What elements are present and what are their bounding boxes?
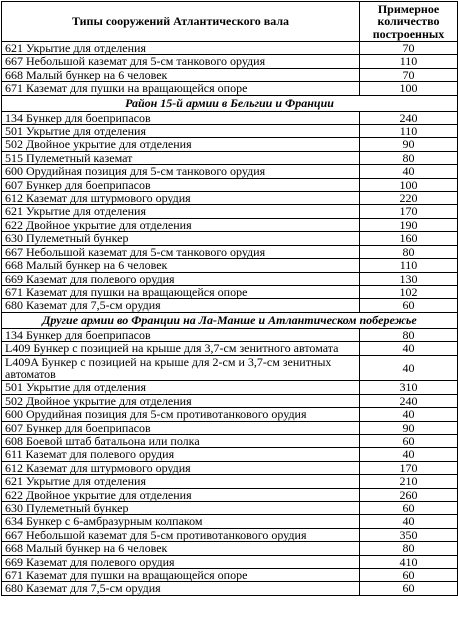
- structure-type-cell: 134 Бункер для боеприпасов: [2, 328, 360, 341]
- structure-type-cell: 621 Укрытие для отделения: [2, 42, 360, 55]
- table-row: [2, 232, 458, 245]
- type-column-header: Типы сооружений Атлантического вала: [2, 2, 360, 42]
- structure-type-cell: 680 Каземат для 7,5-см орудия: [2, 299, 360, 312]
- built-count-cell: 130: [360, 272, 458, 285]
- built-count-cell: 170: [360, 205, 458, 218]
- structure-type-cell: 668 Малый бункер на 6 человек: [2, 542, 360, 555]
- structure-type-cell: 680 Каземат для 7,5-см орудия: [2, 582, 360, 595]
- built-count-cell: 80: [360, 245, 458, 258]
- table-row: [2, 342, 458, 355]
- built-count-cell: 220: [360, 192, 458, 205]
- built-count-cell: 170: [360, 461, 458, 474]
- table-row: [2, 55, 458, 68]
- table-row: [2, 381, 458, 394]
- table-row: [2, 355, 458, 381]
- structure-type-cell: L409A Бункер с позицией на крыше для 2-см и 3,7-см зенитных автоматов: [2, 355, 360, 381]
- built-count-cell: 80: [360, 542, 458, 555]
- table-row: [2, 502, 458, 515]
- built-count-cell: 110: [360, 259, 458, 272]
- built-count-cell: 60: [360, 434, 458, 447]
- structure-type-cell: 501 Укрытие для отделения: [2, 381, 360, 394]
- table-row: [2, 259, 458, 272]
- table-header-row: [2, 2, 458, 42]
- built-count-cell: 80: [360, 328, 458, 341]
- structure-type-cell: 671 Каземат для пушки на вращающейся опоре: [2, 82, 360, 95]
- structure-type-cell: 502 Двойное укрытие для отделения: [2, 394, 360, 407]
- structure-type-cell: 669 Каземат для полевого орудия: [2, 555, 360, 568]
- built-count-cell: 110: [360, 55, 458, 68]
- count-column-header: Примерное количество построенных: [360, 2, 458, 42]
- section-row: [2, 312, 458, 328]
- built-count-cell: 40: [360, 448, 458, 461]
- structure-type-cell: 668 Малый бункер на 6 человек: [2, 259, 360, 272]
- table-row: [2, 299, 458, 312]
- built-count-cell: 110: [360, 125, 458, 138]
- structure-type-cell: 671 Каземат для пушки на вращающейся опоре: [2, 285, 360, 298]
- built-count-cell: 90: [360, 138, 458, 151]
- table-row: [2, 448, 458, 461]
- built-count-cell: 70: [360, 42, 458, 55]
- table-row: [2, 542, 458, 555]
- built-count-cell: 100: [360, 82, 458, 95]
- table-row: [2, 125, 458, 138]
- table-row: [2, 165, 458, 178]
- table-row: [2, 569, 458, 582]
- built-count-cell: 60: [360, 299, 458, 312]
- table-body: [2, 42, 458, 596]
- built-count-cell: 60: [360, 582, 458, 595]
- structure-type-cell: 622 Двойное укрытие для отделения: [2, 218, 360, 231]
- table-row: [2, 205, 458, 218]
- structure-type-cell: 607 Бункер для боеприпасов: [2, 178, 360, 191]
- table-row: [2, 178, 458, 191]
- table-row: [2, 434, 458, 447]
- built-count-cell: 60: [360, 569, 458, 582]
- built-count-cell: 90: [360, 421, 458, 434]
- table-row: [2, 42, 458, 55]
- built-count-cell: 240: [360, 394, 458, 407]
- table-row: [2, 272, 458, 285]
- structure-type-cell: 621 Укрытие для отделения: [2, 205, 360, 218]
- built-count-cell: 70: [360, 68, 458, 81]
- structure-type-cell: 600 Орудийная позиция для 5-см танкового орудия: [2, 165, 360, 178]
- table-row: [2, 151, 458, 164]
- table-row: [2, 328, 458, 341]
- structure-type-cell: 134 Бункер для боеприпасов: [2, 111, 360, 124]
- built-count-cell: 102: [360, 285, 458, 298]
- built-count-cell: 350: [360, 528, 458, 541]
- structure-type-cell: 611 Каземат для полевого орудия: [2, 448, 360, 461]
- structure-type-cell: 608 Боевой штаб батальона или полка: [2, 434, 360, 447]
- built-count-cell: 260: [360, 488, 458, 501]
- table-row: [2, 68, 458, 81]
- table-row: [2, 245, 458, 258]
- built-count-cell: 40: [360, 342, 458, 355]
- built-count-cell: 80: [360, 151, 458, 164]
- structure-type-cell: 630 Пулеметный бункер: [2, 232, 360, 245]
- structure-type-cell: 501 Укрытие для отделения: [2, 125, 360, 138]
- built-count-cell: 310: [360, 381, 458, 394]
- built-count-cell: 210: [360, 475, 458, 488]
- table-row: [2, 218, 458, 231]
- table-row: [2, 528, 458, 541]
- table-row: [2, 82, 458, 95]
- structure-type-cell: 667 Небольшой каземат для 5-см танкового орудия: [2, 55, 360, 68]
- structure-type-cell: 630 Пулеметный бункер: [2, 502, 360, 515]
- built-count-cell: 100: [360, 178, 458, 191]
- table-row: [2, 421, 458, 434]
- structure-type-cell: 671 Каземат для пушки на вращающейся опоре: [2, 569, 360, 582]
- table-row: [2, 488, 458, 501]
- structure-type-cell: 669 Каземат для полевого орудия: [2, 272, 360, 285]
- table-row: [2, 192, 458, 205]
- table-row: [2, 461, 458, 474]
- built-count-cell: 40: [360, 515, 458, 528]
- table-row: [2, 555, 458, 568]
- built-count-cell: 60: [360, 502, 458, 515]
- built-count-cell: 190: [360, 218, 458, 231]
- structure-type-cell: 667 Небольшой каземат для 5-см противотанкового орудия: [2, 528, 360, 541]
- table-row: [2, 582, 458, 595]
- structure-type-cell: 607 Бункер для боеприпасов: [2, 421, 360, 434]
- structure-type-cell: 621 Укрытие для отделения: [2, 475, 360, 488]
- structure-type-cell: 612 Каземат для штурмового орудия: [2, 461, 360, 474]
- structure-type-cell: L409 Бункер с позицией на крыше для 3,7-см зенитного автомата: [2, 342, 360, 355]
- built-count-cell: 40: [360, 408, 458, 421]
- table-row: [2, 408, 458, 421]
- section-row: [2, 95, 458, 111]
- table-row: [2, 394, 458, 407]
- structure-type-cell: 668 Малый бункер на 6 человек: [2, 68, 360, 81]
- table-row: [2, 111, 458, 124]
- built-count-cell: 40: [360, 165, 458, 178]
- built-count-cell: 410: [360, 555, 458, 568]
- structure-type-cell: 622 Двойное укрытие для отделения: [2, 488, 360, 501]
- structure-type-cell: 502 Двойное укрытие для отделения: [2, 138, 360, 151]
- structure-type-cell: 600 Орудийная позиция для 5-см противотанкового орудия: [2, 408, 360, 421]
- structure-type-cell: 634 Бункер с 6-амбразурным колпаком: [2, 515, 360, 528]
- table-row: [2, 475, 458, 488]
- section-title: Район 15-й армии в Бельгии и Франции: [2, 95, 458, 111]
- section-title: Другие армии во Франции на Ла-Манше и Атлантическом побережье: [2, 312, 458, 328]
- table-row: [2, 515, 458, 528]
- structure-type-cell: 667 Небольшой каземат для 5-см танкового орудия: [2, 245, 360, 258]
- built-count-cell: 160: [360, 232, 458, 245]
- table-row: [2, 138, 458, 151]
- table-row: [2, 285, 458, 298]
- built-count-cell: 240: [360, 111, 458, 124]
- structure-type-cell: 515 Пулеметный каземат: [2, 151, 360, 164]
- structure-type-cell: 612 Каземат для штурмового орудия: [2, 192, 360, 205]
- built-count-cell: 40: [360, 355, 458, 381]
- bunker-types-table: [1, 1, 458, 596]
